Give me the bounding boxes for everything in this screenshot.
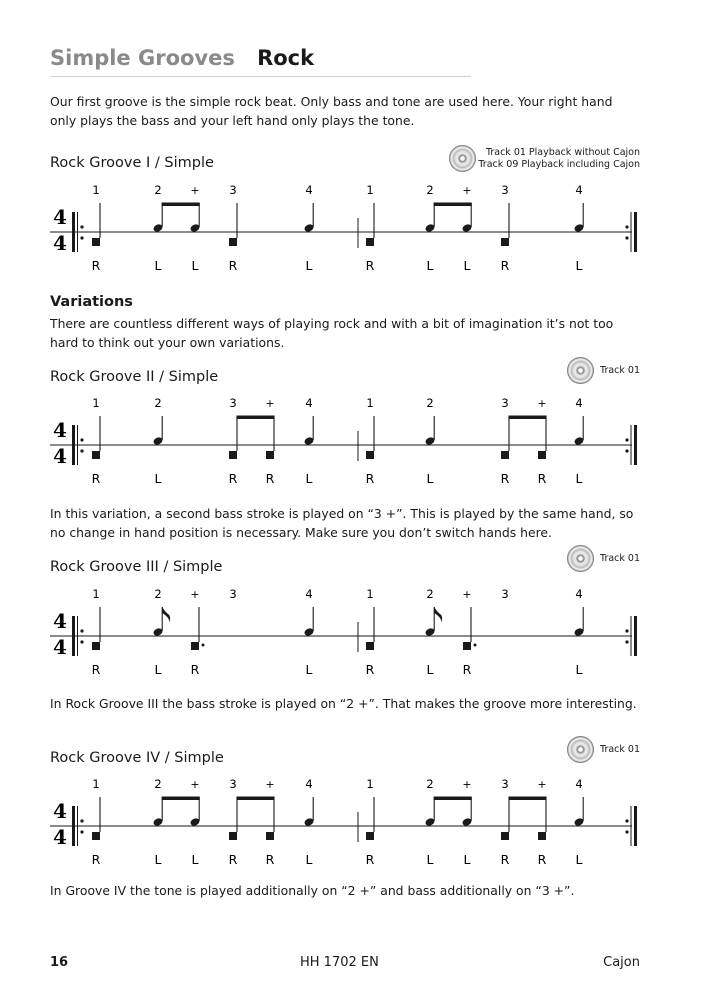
hand-label: R <box>228 471 238 483</box>
time-signature-top: 4 <box>53 418 67 442</box>
bass-note <box>463 642 471 650</box>
count-label: 4 <box>305 183 313 197</box>
time-signature-top: 4 <box>53 609 67 633</box>
bass-note <box>92 832 100 840</box>
count-label: + <box>462 184 472 197</box>
groove1-staff <box>0 180 707 270</box>
hand-label: L <box>154 258 162 270</box>
hand-label: R <box>365 471 375 483</box>
page-number: 16 <box>50 955 69 970</box>
page-header <box>50 46 314 70</box>
bass-note <box>229 238 237 246</box>
bass-note <box>92 451 100 459</box>
groove1-track-info <box>478 147 640 171</box>
groove4-title: Rock Groove IV / Simple <box>50 750 224 766</box>
count-label: 3 <box>501 777 509 791</box>
count-label: 1 <box>366 587 374 601</box>
hand-label: R <box>91 852 101 864</box>
bass-note <box>366 642 374 650</box>
footer-code: HH 1702 EN <box>300 955 379 970</box>
repeat-dot <box>80 830 83 833</box>
count-label: 3 <box>229 587 237 601</box>
repeat-dot <box>80 640 83 643</box>
hand-label: R <box>91 471 101 483</box>
header-section-title: Simple Grooves <box>50 46 235 70</box>
repeat-dot <box>80 438 83 441</box>
repeat-dot <box>625 438 628 441</box>
groove1-title: Rock Groove I / Simple <box>50 155 214 171</box>
cd-icon <box>567 736 594 763</box>
count-label: 4 <box>305 777 313 791</box>
bass-note <box>501 238 509 246</box>
count-label: 4 <box>305 396 313 410</box>
hand-label: R <box>500 258 510 270</box>
bass-note <box>538 451 546 459</box>
count-label: 2 <box>426 396 434 410</box>
note-beam <box>434 797 472 801</box>
repeat-dot <box>625 449 628 452</box>
groove2-staff <box>0 393 707 483</box>
bass-note <box>92 642 100 650</box>
bass-note <box>501 451 509 459</box>
note-dot <box>202 644 205 647</box>
count-label: 3 <box>229 777 237 791</box>
repeat-end-thick-bar <box>634 616 637 656</box>
count-label: 1 <box>92 396 100 410</box>
bass-note <box>538 832 546 840</box>
hand-label: R <box>500 852 510 864</box>
count-label: 2 <box>154 183 162 197</box>
hand-label: L <box>154 471 162 483</box>
repeat-start-thick-bar <box>72 616 75 656</box>
note-flag <box>162 607 170 623</box>
hand-label: R <box>537 471 547 483</box>
time-signature-bottom: 4 <box>53 231 67 255</box>
track-line: Track 09 Playback including Cajon <box>478 159 640 170</box>
count-label: + <box>190 588 200 601</box>
count-label: 3 <box>229 183 237 197</box>
hand-label: R <box>228 258 238 270</box>
repeat-dot <box>625 225 628 228</box>
note-flag <box>434 607 442 623</box>
cd-icon <box>449 145 476 172</box>
repeat-dot <box>80 449 83 452</box>
groove4-staff <box>0 774 707 864</box>
hand-label: R <box>365 258 375 270</box>
repeat-end-thick-bar <box>634 212 637 252</box>
repeat-dot <box>80 236 83 239</box>
note-beam <box>509 797 547 801</box>
groove2-title: Rock Groove II / Simple <box>50 369 219 385</box>
count-label: 4 <box>575 587 583 601</box>
hand-label: L <box>426 662 434 674</box>
hand-label: R <box>91 662 101 674</box>
note-beam <box>434 203 472 207</box>
repeat-dot <box>625 236 628 239</box>
count-label: 4 <box>575 777 583 791</box>
bass-note <box>501 832 509 840</box>
hand-label: L <box>305 258 313 270</box>
hand-label: L <box>154 662 162 674</box>
repeat-dot <box>80 819 83 822</box>
count-label: + <box>265 397 275 410</box>
groove3-paragraph: In Rock Groove III the bass stroke is played on “2 +”. That makes the groove more interesting. <box>50 696 637 711</box>
hand-label: L <box>426 471 434 483</box>
count-label: 2 <box>426 777 434 791</box>
hand-label: L <box>191 852 199 864</box>
cd-icon <box>567 357 594 384</box>
note-beam <box>162 203 200 207</box>
hand-label: R <box>462 662 472 674</box>
groove2-paragraph: In this variation, a second bass stroke is played on “3 +”. This is played by the same hand, so no change in hand position is necessary. Make sure you don’t switch hands here. <box>50 506 634 540</box>
repeat-start-thick-bar <box>72 425 75 465</box>
bass-note <box>266 451 274 459</box>
groove3-title: Rock Groove III / Simple <box>50 559 223 575</box>
time-signature-bottom: 4 <box>53 635 67 659</box>
count-label: + <box>537 778 547 791</box>
hand-label: R <box>91 258 101 270</box>
repeat-dot <box>80 629 83 632</box>
bass-note <box>366 451 374 459</box>
hand-label: R <box>190 662 200 674</box>
repeat-start-thick-bar <box>72 806 75 846</box>
hand-label: L <box>191 258 199 270</box>
note-beam <box>509 416 547 420</box>
count-label: + <box>265 778 275 791</box>
note-beam <box>162 797 200 801</box>
repeat-dot <box>80 225 83 228</box>
bass-note <box>229 451 237 459</box>
count-label: 4 <box>305 587 313 601</box>
hand-label: R <box>265 852 275 864</box>
count-label: 3 <box>501 183 509 197</box>
hand-label: R <box>365 662 375 674</box>
count-label: + <box>537 397 547 410</box>
repeat-dot <box>625 640 628 643</box>
count-label: 3 <box>501 396 509 410</box>
hand-label: R <box>537 852 547 864</box>
note-dot <box>474 644 477 647</box>
hand-label: R <box>265 471 275 483</box>
groove4-paragraph: In Groove IV the tone is played additionally on “2 +” and bass additionally on “3 +”. <box>50 883 575 898</box>
count-label: 1 <box>366 396 374 410</box>
groove3-staff <box>0 584 707 674</box>
hand-label: L <box>575 662 583 674</box>
count-label: + <box>462 778 472 791</box>
bass-note <box>266 832 274 840</box>
header-topic-title: Rock <box>257 46 315 70</box>
intro-paragraph: Our first groove is the simple rock beat. Only bass and tone are used here. Your right hand only plays the bass and your left hand only plays the tone. <box>50 94 613 128</box>
hand-label: L <box>575 471 583 483</box>
count-label: + <box>190 778 200 791</box>
groove3-track: Track 01 <box>600 553 640 564</box>
hand-label: L <box>305 662 313 674</box>
count-label: 2 <box>426 587 434 601</box>
bass-note <box>229 832 237 840</box>
hand-label: R <box>365 852 375 864</box>
count-label: 3 <box>229 396 237 410</box>
hand-label: L <box>575 852 583 864</box>
variations-paragraph: There are countless different ways of playing rock and with a bit of imagination it’s not too hard to think out your own variations. <box>50 316 614 350</box>
count-label: 1 <box>92 587 100 601</box>
count-label: + <box>462 588 472 601</box>
time-signature-top: 4 <box>53 205 67 229</box>
count-label: 4 <box>575 183 583 197</box>
count-label: 1 <box>92 777 100 791</box>
repeat-dot <box>625 830 628 833</box>
count-label: 4 <box>575 396 583 410</box>
count-label: 1 <box>92 183 100 197</box>
cd-icon <box>567 545 594 572</box>
groove2-track: Track 01 <box>600 365 640 376</box>
bass-note <box>191 642 199 650</box>
count-label: 2 <box>154 777 162 791</box>
time-signature-bottom: 4 <box>53 444 67 468</box>
hand-label: L <box>463 852 471 864</box>
variations-heading: Variations <box>50 294 133 310</box>
hand-label: L <box>575 258 583 270</box>
hand-label: L <box>305 852 313 864</box>
hand-label: L <box>426 258 434 270</box>
repeat-dot <box>625 629 628 632</box>
repeat-start-thick-bar <box>72 212 75 252</box>
bass-note <box>92 238 100 246</box>
footer-instrument: Cajon <box>603 955 640 970</box>
bass-note <box>366 832 374 840</box>
count-label: 2 <box>154 587 162 601</box>
bass-note <box>366 238 374 246</box>
note-beam <box>237 416 275 420</box>
count-label: 1 <box>366 183 374 197</box>
header-rule <box>50 76 471 77</box>
count-label: 1 <box>366 777 374 791</box>
hand-label: R <box>500 471 510 483</box>
groove4-track: Track 01 <box>600 744 640 755</box>
hand-label: L <box>463 258 471 270</box>
time-signature-top: 4 <box>53 799 67 823</box>
repeat-end-thick-bar <box>634 425 637 465</box>
count-label: 2 <box>426 183 434 197</box>
hand-label: L <box>305 471 313 483</box>
repeat-end-thick-bar <box>634 806 637 846</box>
repeat-dot <box>625 819 628 822</box>
hand-label: L <box>426 852 434 864</box>
hand-label: R <box>228 852 238 864</box>
count-label: 2 <box>154 396 162 410</box>
count-label: 3 <box>501 587 509 601</box>
hand-label: L <box>154 852 162 864</box>
note-beam <box>237 797 275 801</box>
track-line: Track 01 Playback without Cajon <box>485 147 640 158</box>
count-label: + <box>190 184 200 197</box>
time-signature-bottom: 4 <box>53 825 67 849</box>
